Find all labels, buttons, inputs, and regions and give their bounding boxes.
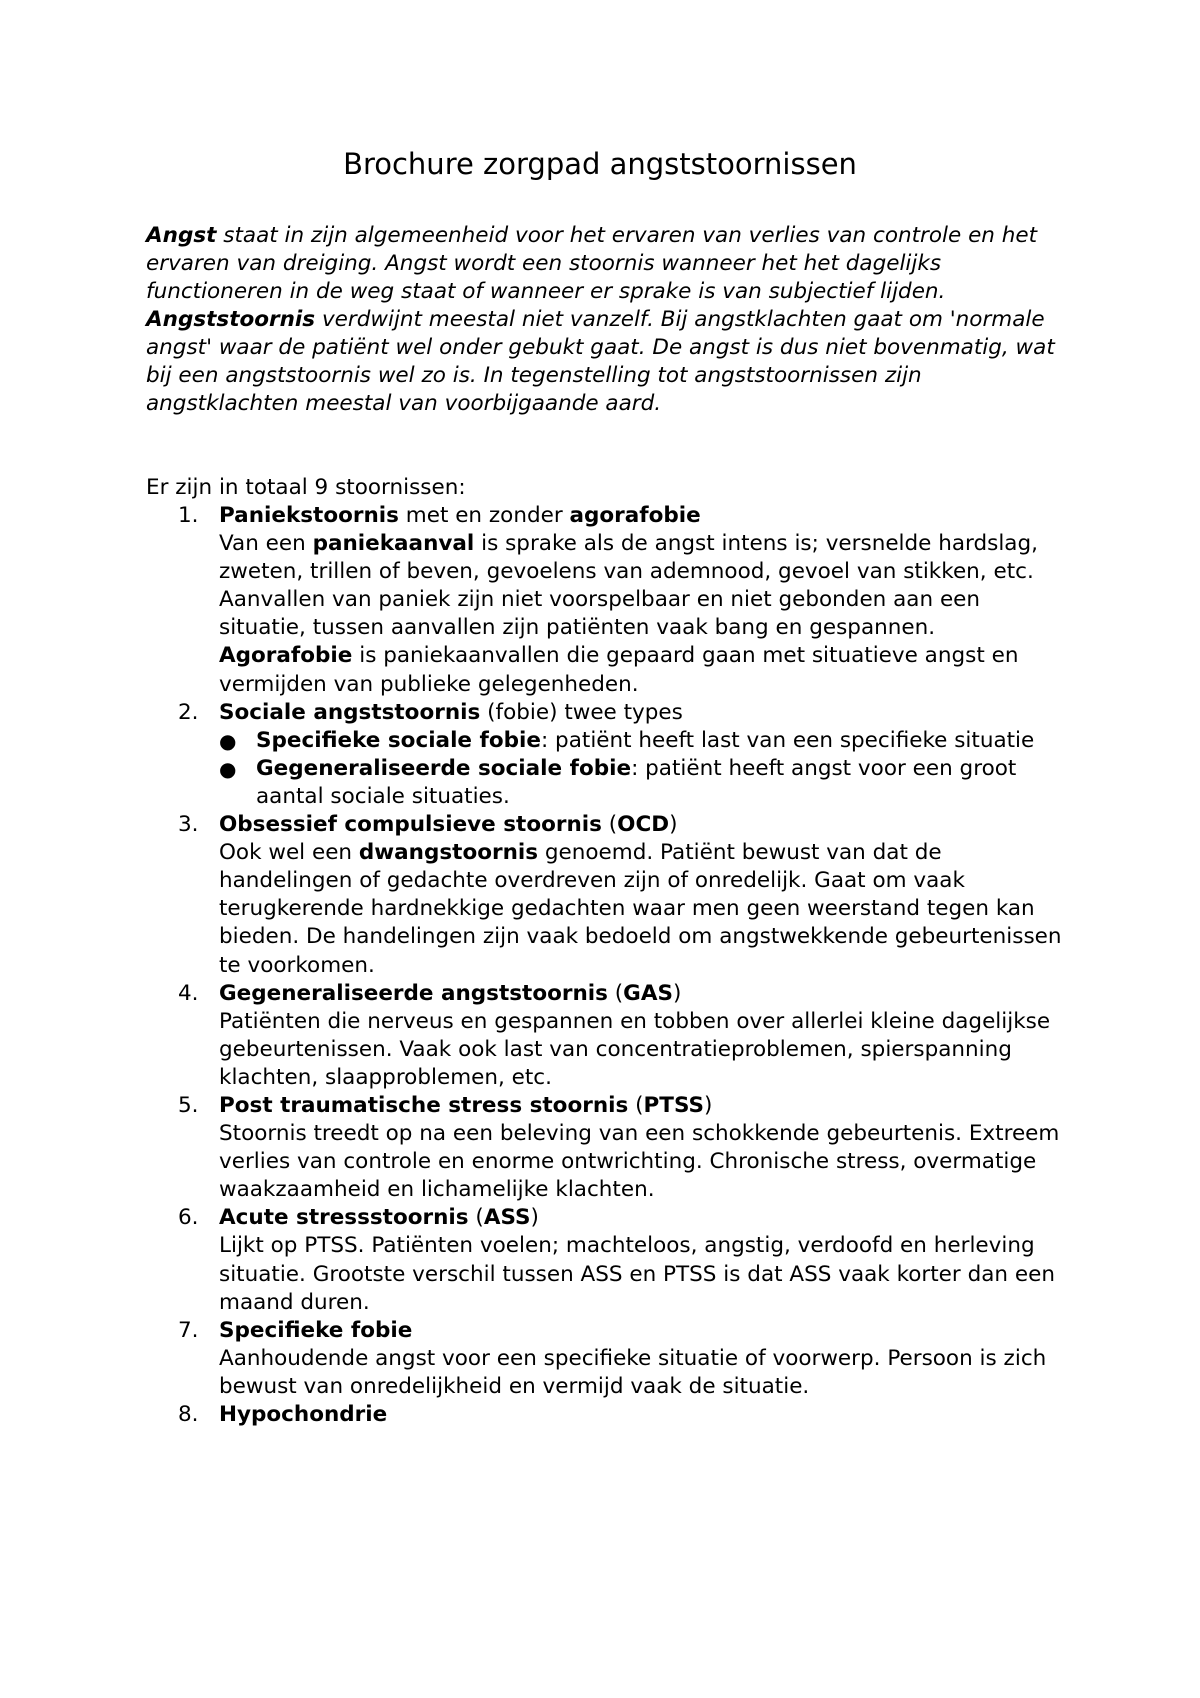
bullet-icon: ● bbox=[219, 756, 237, 781]
item-heading: Post traumatische stress stoornis (PTSS) bbox=[219, 1092, 713, 1118]
sub-list bbox=[219, 727, 1066, 811]
list-intro: Er zijn in totaal 9 stoornissen: bbox=[146, 475, 466, 500]
list-item bbox=[146, 980, 1066, 1092]
list-number: 1. bbox=[178, 503, 199, 528]
list-item bbox=[146, 1204, 1066, 1316]
item-description: Aanhoudende angst voor een specifieke situatie of voorwerp. Persoon is zich bewust van onredelijkheid en vermijd vaak de situatie. bbox=[219, 1345, 1047, 1399]
page-title: Brochure zorgpad angststoornissen bbox=[343, 147, 857, 181]
sub-list-item: ● Gegeneraliseerde sociale fobie: patiënt heeft angst voor een groot aantal sociale situaties. bbox=[219, 755, 1017, 809]
list-item bbox=[146, 502, 1066, 699]
item-description: Lijkt op PTSS. Patiënten voelen; machteloos, angstig, verdoofd en herleving situatie. Grootste verschil tussen ASS en PTSS is dat ASS vaak korter dan een maand duren. bbox=[219, 1233, 1055, 1315]
item-description: Patiënten die nerveus en gespannen en tobben over allerlei kleine dagelijkse gebeurtenissen. Vaak ook last van concentratieproblemen, spierspanning klachten, slaapproblemen, etc. bbox=[219, 1008, 1051, 1090]
intro-term-angststoornis: Angststoornis bbox=[146, 307, 316, 332]
item-description: Van een paniekaanval is sprake als de angst intens is; versnelde hardslag, zweten, trillen of beven, gevoelens van ademnood, gevoel van stikken, etc. bbox=[219, 531, 1038, 585]
list-item bbox=[146, 699, 1066, 811]
list-number: 3. bbox=[178, 812, 199, 838]
item-heading: Obsessief compulsieve stoornis (OCD) bbox=[219, 812, 678, 838]
list-number: 8. bbox=[178, 1402, 199, 1427]
item-heading: Paniekstoornis met en zonder agorafobie bbox=[219, 503, 701, 528]
item-heading: Specifieke fobie bbox=[219, 1317, 413, 1343]
list-item bbox=[146, 811, 1066, 980]
list-number: 5. bbox=[178, 1092, 199, 1118]
list-number: 4. bbox=[178, 980, 199, 1006]
item-description: Stoornis treedt op na een beleving van een schokkende gebeurtenis. Extreem verlies van controle en enorme ontwrichting. Chronische stress, overmatige waakzaamheid en lichamelijke klachten. bbox=[219, 1121, 1060, 1203]
item-heading: Gegeneraliseerde angststoornis (GAS) bbox=[219, 980, 682, 1006]
list-item bbox=[146, 1092, 1066, 1204]
intro-term-angst: Angst bbox=[146, 223, 217, 248]
disorder-list bbox=[146, 502, 1066, 1429]
item-description: Aanvallen van paniek zijn niet voorspelbaar en niet gebonden aan een situatie, tussen aanvallen zijn patiënten vaak bang en gespannen. Agorafobie is paniekaanvallen die gepaard gaan met situatieve angst en vermijden van publieke gelegenheden. bbox=[219, 587, 1019, 697]
item-heading: Hypochondrie bbox=[219, 1402, 388, 1427]
list-number: 6. bbox=[178, 1205, 199, 1231]
item-description: Ook wel een dwangstoornis genoemd. Patiënt bewust van dat de handelingen of gedachte overdreven zijn of onredelijk. Gaat om vaak terugkerende hardnekkige gedachten waar men geen weerstand tegen kan bieden. De handelingen zijn vaak bedoeld om angstwekkende gebeurtenissen te voorkomen. bbox=[219, 840, 1062, 978]
item-heading: Sociale angststoornis (fobie) twee types bbox=[219, 699, 683, 725]
list-item bbox=[146, 1317, 1066, 1401]
bullet-icon: ● bbox=[219, 728, 237, 753]
item-heading: Acute stressstoornis (ASS) bbox=[219, 1205, 539, 1231]
list-item bbox=[146, 1401, 1066, 1429]
intro-paragraph: Angst staat in zijn algemeenheid voor het ervaren van verlies van controle en het ervaren van dreiging. Angst wordt een stoornis wanneer het het dagelijks functioneren in de weg staat of wanneer er sprake is van subjectief lijden. Angststoornis verdwijnt meestal niet vanzelf. Bij angstklachten gaat om 'normale angst' waar de patiënt wel onder gebukt gaat. De angst is dus niet bovenmatig, wat bij een angststoornis wel zo is. In tegenstelling tot angststoornissen zijn angstklachten meestal van voorbijgaande aard. bbox=[146, 223, 1055, 416]
list-number: 7. bbox=[178, 1317, 199, 1343]
list-number: 2. bbox=[178, 699, 199, 725]
sub-list-item: ● Specifieke sociale fobie: patiënt heeft last van een specifieke situatie bbox=[219, 727, 1066, 755]
